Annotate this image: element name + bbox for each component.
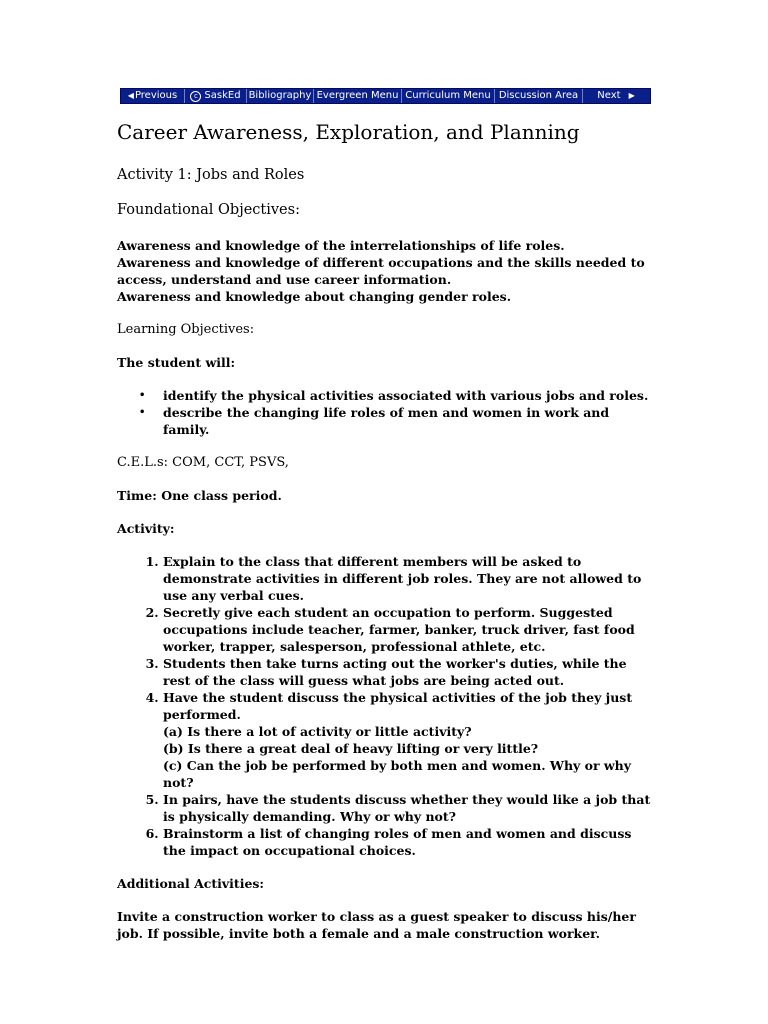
- objective-item: Awareness and knowledge of different occupations and the skills needed to access, understand and use career information.: [117, 255, 645, 287]
- time-text: Time: One class period.: [117, 488, 282, 503]
- learning-objectives-list: [117, 387, 657, 438]
- foundational-objectives-heading: Foundational Objectives:: [117, 202, 300, 218]
- additional-activities-heading: Additional Activities:: [117, 876, 265, 891]
- step-item: 1. Explain to the class that different members will be asked to demonstrate activities in different job roles. They are not allowed to use any verbal cues.: [163, 553, 657, 604]
- next-button[interactable]: Next ▶: [583, 89, 649, 103]
- arrow-right-icon: ▶: [628, 91, 635, 100]
- cels-text: C.E.L.s: COM, CCT, PSVS,: [117, 455, 289, 470]
- curriculum-menu-button[interactable]: Curriculum Menu: [402, 89, 495, 103]
- list-item: • describe the changing life roles of men and women in work and family.: [163, 404, 657, 438]
- additional-activities-text: Invite a construction worker to class as a guest speaker to discuss his/her job. If possible, invite both a female and a male construction worker.: [117, 909, 636, 941]
- learning-objectives-heading: Learning Objectives:: [117, 322, 255, 337]
- sasked-button[interactable]: c SaskEd: [185, 89, 247, 103]
- question-item: (c) Can the job be performed by both men and women. Why or why not?: [163, 758, 632, 790]
- navigation-bar: [120, 88, 651, 104]
- step-item: 6. Brainstorm a list of changing roles of men and women and discuss the impact on occupational choices.: [163, 825, 657, 859]
- page-title: Career Awareness, Exploration, and Planning: [117, 120, 580, 144]
- foundational-objectives: [117, 237, 657, 305]
- activity-steps: [117, 553, 657, 859]
- question-item: (a) Is there a lot of activity or little activity?: [163, 724, 472, 739]
- step-item: 5. In pairs, have the students discuss whether they would like a job that is physically demanding. Why or why not?: [163, 791, 657, 825]
- step-item: 4. Have the student discuss the physical activities of the job they just performed. (a) Is there a lot of activity or little activity? (b) Is there a great deal of heavy lifting or very little? (c) Can the job be performed by both men and women. Why or why not?: [163, 689, 657, 791]
- evergreen-menu-button[interactable]: Evergreen Menu: [314, 89, 402, 103]
- bibliography-button[interactable]: Bibliography: [247, 89, 314, 103]
- objective-item: Awareness and knowledge of the interrelationships of life roles.: [117, 238, 565, 253]
- activity-heading: Activity 1: Jobs and Roles: [117, 167, 305, 183]
- activity-label: Activity:: [117, 521, 175, 536]
- student-will-label: The student will:: [117, 355, 236, 370]
- page-content: [117, 118, 657, 958]
- question-item: (b) Is there a great deal of heavy lifting or very little?: [163, 741, 539, 756]
- copyright-icon: c: [190, 91, 201, 102]
- arrow-left-icon: ◀: [127, 91, 134, 100]
- discussion-area-button[interactable]: Discussion Area: [495, 89, 583, 103]
- list-item: • identify the physical activities associated with various jobs and roles.: [163, 387, 657, 404]
- step-item: 2. Secretly give each student an occupation to perform. Suggested occupations include teacher, farmer, banker, truck driver, fast food worker, trapper, salesperson, professional athlete, etc.: [163, 604, 657, 655]
- step-item: 3. Students then take turns acting out the worker's duties, while the rest of the class will guess what jobs are being acted out.: [163, 655, 657, 689]
- objective-item: Awareness and knowledge about changing gender roles.: [117, 289, 512, 304]
- previous-button[interactable]: ◀Previous: [121, 89, 185, 103]
